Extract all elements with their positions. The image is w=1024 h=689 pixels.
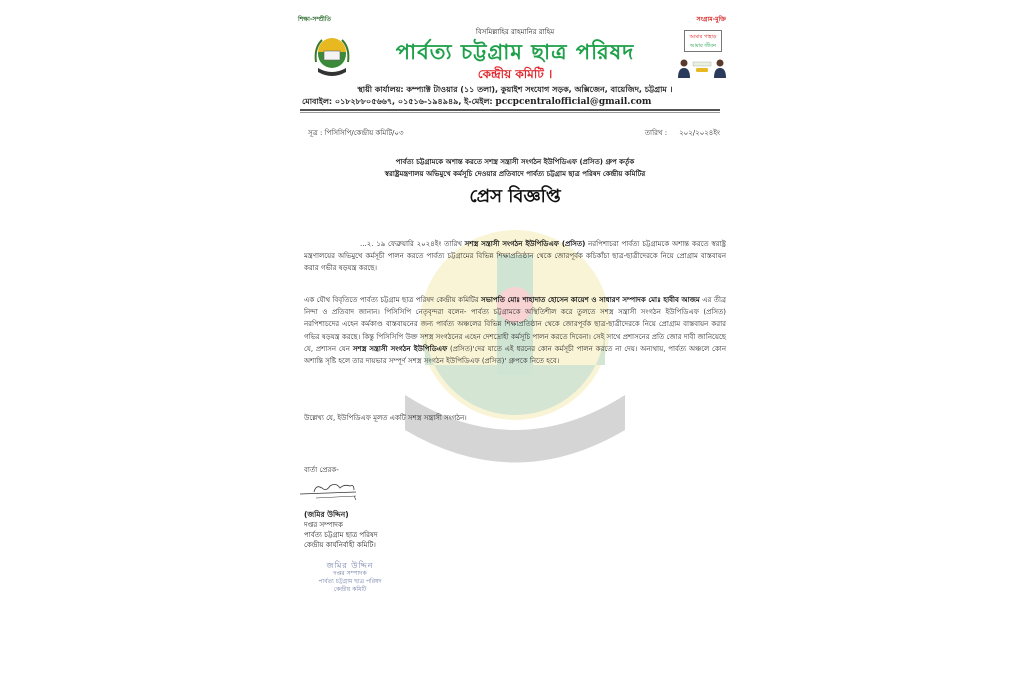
slogan-left: শিক্ষা-সম্প্রীতি <box>298 16 332 23</box>
reference-number: সূত্র : পিসিসিপি/কেন্দ্রীয় কমিটি/০৩ <box>308 129 404 137</box>
p2-text-c: এর তীব্র নিন্দা ও প্রতিবাদ জানান। পিসিসিপি নেতৃবৃন্দরা বলেন- পার্বত্য চট্টগ্রামকে অস্থিতিশীল করে তুলতে সশস্ত্র সন্ত্রাসী সংগঠন ইউপিডিএফ (প্রসিত) নরপিশাচদের এহেন কর্মকাণ্ড বাস্তবায়নের জন্য পার্বত্য অঞ্চলের বিভিন্ন শিক্ষাপ্রতিষ্ঠান থেকে জোরপূর্বক ছাত্র-ছাত্রীদেরকে নিয়ে প্রোগ্রাম বাস্তবায়ন করার গভির ষড়যন্ত্র করছে। কিন্তু পিসিসিপি উক্ত সশস্ত্র সংগঠনের এহেন দেশদ্রোহী কর্মসূচি পালন করতে দিবেনা। সেই সাথে প্রশাসনের প্রতি জোর দাবী জানিয়েছে যে, প্রশাসন যেন <box>304 296 726 353</box>
stamp-committee: কেন্দ্রীয় কমিটি <box>333 586 367 593</box>
headline-line-2: স্বরাষ্ট্রমন্ত্রণালয় অভিমুখে কর্মসূচি দেওয়ার প্রতিবাদে পার্বত্য চট্টগ্রাম ছাত্র পরিষদ কেন্দ্রীয় কমিটির <box>384 170 646 178</box>
slogan-line-1: আমার পাহাড় <box>689 34 717 40</box>
contact-email: pccpcentralofficial@gmail.com <box>495 97 652 107</box>
stamp-organization: পার্বত্য চট্টগ্রাম ছাত্র পরিষদ <box>318 578 382 585</box>
headline-line-1: পার্বত্য চট্টগ্রামকে অশান্ত করতে সশস্ত্র সন্ত্রাসী সংগঠন ইউপিডিএফ (প্রসিত) গ্রুপ কর্তৃক <box>395 158 635 166</box>
slogan-box <box>684 30 722 52</box>
date-value: ২০২/২০২৪ইং <box>679 129 720 137</box>
signatory-block <box>304 510 378 550</box>
press-release-title: প্রেস বিজ্ঞপ্তি <box>469 186 561 207</box>
header-divider-thin <box>300 112 720 113</box>
organization-subtitle: কেন্দ্রীয় কমিটি । <box>477 67 553 81</box>
bismillah-text: বিসমিল্লাহির রাহমানির রাহিম <box>475 28 555 36</box>
press-headline <box>290 156 740 180</box>
stamp-name: জমির উদ্দিন <box>326 561 374 570</box>
p2-text-a: এক যৌথ বিবৃতিতে পার্বত্য চট্টগ্রাম ছাত্র পরিষদ কেন্দ্রীয় কমিটির <box>304 296 482 304</box>
document-date <box>645 127 720 139</box>
p1-text-bold: সশস্ত্র সন্ত্রাসী সংগঠন ইউপিডিএফ (প্রসিত) <box>464 240 586 248</box>
p2-text-e: (প্রসিত)'দের যাতে এই ধরনের কোন কর্মসূচী পালন করতে না দেয়। অন্যথায়, পার্বত্য অঞ্চলে কোন অশান্তি সৃষ্টি হলে তার দায়ভার সম্পূর্ণ সশস্ত্র সংগঠন ইউপিডিএফ (প্রসিত)' গ্রুপকে নিতে হবে। <box>304 344 727 366</box>
p1-text-c: নরপিশাচরা পার্বত্য চট্টগ্রামকে অশান্ত করতে স্বরাষ্ট্র মন্ত্রণালয়ের অভিমুখে কর্মসূচী পালন করতে পার্বত্য চট্টগ্রামের বিভিন্ন শিক্ষাপ্রতিষ্ঠান থেকে জোরপূর্বক কচিকাঁচা ছাত্র-ছাত্রীদেরকে নিয়ে প্রোগ্রাম বাস্তবায়ন করার গভীর ষড়যন্ত্র করছে। <box>304 240 726 273</box>
sender-label: বার্তা প্রেরক- <box>304 466 339 474</box>
office-address: স্থায়ী কার্যালয়: কম্প্যাক্ট টাওয়ার (১১ তলা), কুয়াইশ সংযোগ সড়ক, অক্সিজেন, বায়েজিদ, চট্টগ্রাম । <box>357 85 673 94</box>
leaders-portraits-icon <box>678 58 726 78</box>
date-label: তারিখ : <box>644 129 668 137</box>
body-paragraph-2 <box>304 294 726 367</box>
header-divider <box>300 109 720 111</box>
signer-title: দপ্তর সম্পাদক <box>304 521 343 529</box>
signer-organization: পার্বত্য চট্টগ্রাম ছাত্র পরিষদ <box>304 531 378 539</box>
signer-name: (জমির উদ্দিন) <box>304 510 349 519</box>
press-release-document <box>290 0 740 689</box>
signer-committee: কেন্দ্রীয় কার্যনির্বাহী কমিটি। <box>304 541 376 549</box>
p2-text-bold-org: সশস্ত্র সন্ত্রাসী সংগঠন ইউপিডিএফ <box>352 344 448 353</box>
signature-icon <box>296 480 366 502</box>
official-stamp <box>300 562 400 594</box>
contact-phones: মোবাইল: ০১৮২৮৮০৫৬৬৭, ০১৫১৬-১৯৪৯৪৯, ই-মেইল: <box>302 97 496 106</box>
organization-title: পার্বত্য চট্টগ্রাম ছাত্র পরিষদ <box>395 40 635 64</box>
p1-text-a: ...২. ১৯ ফেব্রুয়ারি ২০২৪ইং তারিখ <box>360 240 465 248</box>
p2-text-bold-names: সভাপতি মোঃ শাহাদাত হোসেন কায়েশ ও সাধারণ সম্পাদক মোঃ হাবীব আজম <box>481 296 700 304</box>
contact-info <box>302 96 732 109</box>
body-paragraph-1 <box>304 238 726 275</box>
slogan-line-2: আমার জীবন <box>689 43 717 49</box>
slogan-right: সংগ্রাম-মুক্তি <box>696 16 726 23</box>
stamp-title: দপ্তর সম্পাদক <box>333 570 367 577</box>
body-paragraph-3: উল্লেখ্য যে, ইউপিডিএফ মূলত একটি সশস্ত্র সন্ত্রাসী সংগঠন। <box>304 414 467 422</box>
